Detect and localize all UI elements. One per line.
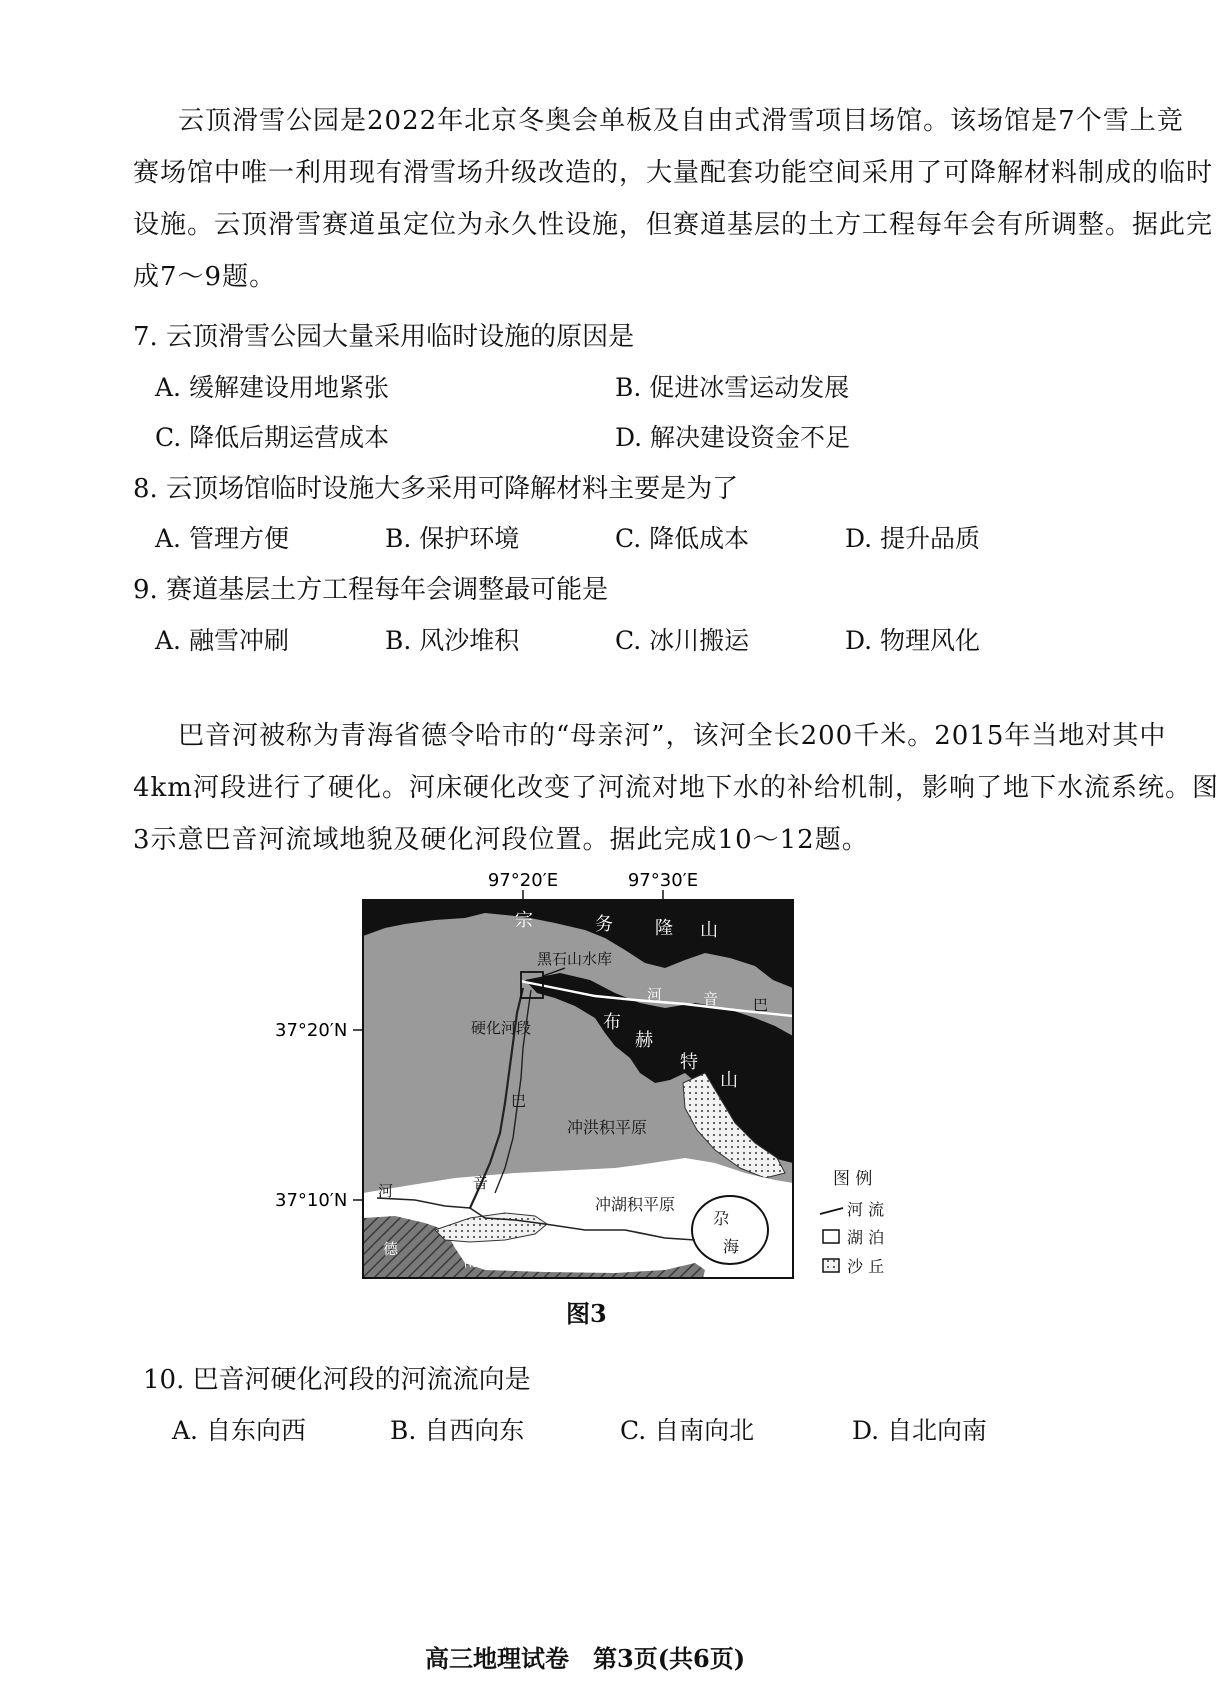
legend-river-symbol [820, 1208, 843, 1214]
lat-label-1: 37°20′N [275, 1020, 348, 1041]
question-8-option-b: B. 保护环境 [385, 524, 520, 553]
mountain-north-char-4: 山 [700, 920, 718, 941]
river-east-char-3: 巴 [753, 996, 769, 1014]
question-10-option-b: B. 自西向东 [390, 1416, 525, 1445]
lacustrine-plain-label: 冲湖积平原 [595, 1195, 676, 1214]
lake-char-1: 尕 [713, 1209, 730, 1228]
question-10-stem: 10. 巴音河硬化河段的河流流向是 [143, 1365, 531, 1395]
hardened-section-label: 硬化河段 [471, 1019, 532, 1037]
question-10-option-c: C. 自南向北 [620, 1416, 755, 1445]
legend-title: 图 例 [833, 1169, 873, 1189]
figure-3-map [275, 868, 945, 1348]
legend-lake-symbol [823, 1230, 839, 1243]
river-main-char-2: 音 [473, 1174, 489, 1192]
mountain-north-char-3: 隆 [655, 918, 673, 939]
question-9-stem: 9. 赛道基层土方工程每年会调整最可能是 [133, 575, 609, 605]
passage2-line-3: 3示意巴音河流域地貌及硬化河段位置。据此完成10～12题。 [133, 825, 869, 855]
mountain-south-char-3: 隆 [547, 1254, 563, 1272]
mountain-south-char-2: 南 [463, 1252, 479, 1270]
mountain-mid-char-3: 特 [680, 1052, 698, 1073]
question-10-option-d: D. 自北向南 [852, 1416, 988, 1445]
question-7-option-c: C. 降低后期运营成本 [155, 423, 390, 452]
passage1-line-4: 成7～9题。 [133, 262, 277, 292]
mountain-south-char-1: 德 [383, 1240, 399, 1258]
figure-caption: 图3 [566, 1299, 607, 1328]
mountain-south-char-4: 起 [613, 1252, 629, 1270]
question-8-option-c: C. 降低成本 [615, 524, 750, 553]
mountain-north-char-2: 务 [595, 914, 613, 935]
question-9-option-c: C. 冰川搬运 [615, 626, 750, 655]
legend-dune: 沙 丘 [847, 1257, 885, 1276]
question-9-option-b: B. 风沙堆积 [385, 626, 520, 655]
mountain-mid-char-1: 布 [603, 1012, 621, 1033]
passage1-line-2: 赛场馆中唯一利用现有滑雪场升级改造的，大量配套功能空间采用了可降解材料制成的临时 [133, 158, 1214, 188]
lat-label-2: 37°10′N [275, 1190, 348, 1211]
passage1-line-1: 云顶滑雪公园是2022年北京冬奥会单板及自由式滑雪项目场馆。该场馆是7个雪上竞 [178, 106, 1184, 136]
passage2-line-2: 4km河段进行了硬化。河床硬化改变了河流对地下水的补给机制，影响了地下水流系统。图 [133, 773, 1219, 803]
question-7-stem: 7. 云顶滑雪公园大量采用临时设施的原因是 [133, 322, 635, 352]
legend-river: 河 流 [847, 1200, 885, 1219]
question-8-option-a: A. 管理方便 [155, 524, 289, 553]
question-10-option-a: A. 自东向西 [172, 1416, 306, 1445]
question-9-option-d: D. 物理风化 [845, 626, 981, 655]
lon-label-2: 97°30′E [627, 870, 699, 891]
question-7-option-a: A. 缓解建设用地紧张 [155, 373, 389, 402]
mountain-mid-char-2: 赫 [635, 1030, 653, 1051]
lon-label-1: 97°20′E [487, 870, 559, 891]
question-8-option-d: D. 提升品质 [845, 524, 981, 553]
question-8-stem: 8. 云顶场馆临时设施大多采用可降解材料主要是为了 [133, 474, 739, 504]
mountain-north-char-1: 宗 [515, 910, 533, 931]
passage1-line-3: 设施。云顶滑雪赛道虽定位为永久性设施，但赛道基层的土方工程每年会有所调整。据此完 [133, 210, 1214, 240]
reservoir-label: 黑石山水库 [537, 950, 613, 968]
page-footer: 高三地理试卷 第3页(共6页) [425, 1644, 746, 1673]
river-east-char-1: 河 [647, 986, 663, 1004]
mountain-mid-char-4: 山 [720, 1070, 738, 1091]
question-7-option-b: B. 促进冰雪运动发展 [615, 373, 850, 402]
alluvial-plain-label: 冲洪积平原 [567, 1118, 648, 1137]
passage2-line-1: 巴音河被称为青海省德令哈市的“母亲河”，该河全长200千米。2015年当地对其中 [178, 721, 1167, 751]
legend-dune-symbol [823, 1259, 839, 1272]
legend-lake: 湖 泊 [847, 1228, 885, 1247]
river-main-char-3: 河 [378, 1182, 394, 1200]
question-9-option-a: A. 融雪冲刷 [155, 626, 289, 655]
question-7-option-d: D. 解决建设资金不足 [615, 423, 851, 452]
river-east-char-2: 音 [703, 990, 719, 1008]
river-main-char-1: 巴 [511, 1092, 527, 1110]
lake-char-2: 海 [723, 1237, 740, 1256]
